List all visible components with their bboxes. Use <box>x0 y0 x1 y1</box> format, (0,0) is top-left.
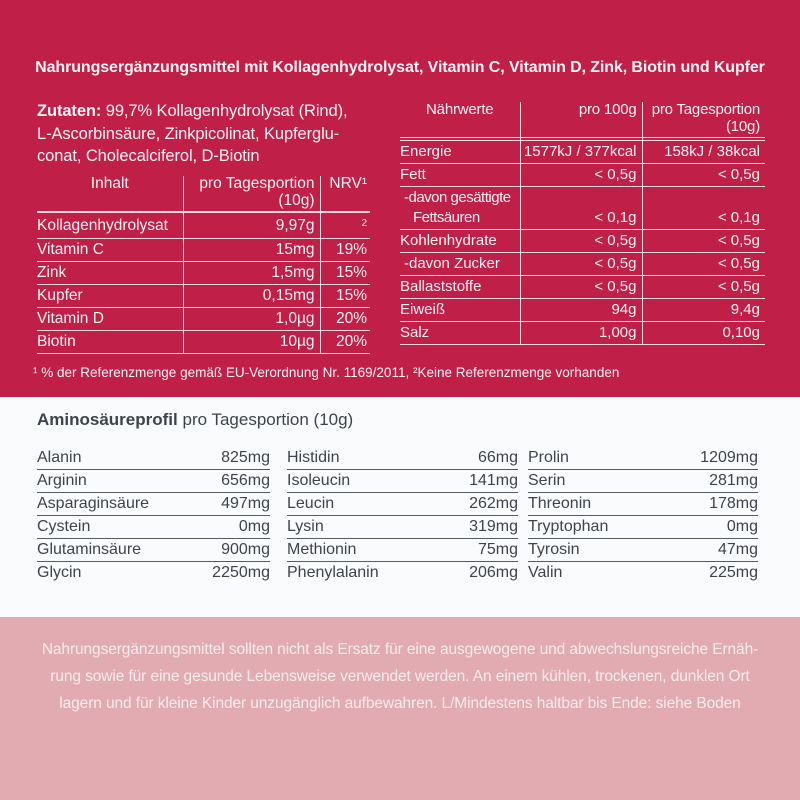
storage-notice-line: Nahrungsergänzungsmittel sollten nicht als Ersatz für eine ausgewogene und abwechslungsreiche Ernäh- <box>41 641 759 658</box>
amino-column-2 <box>287 447 518 584</box>
column-header: Nährwerte <box>400 102 520 138</box>
list-item: Isoleucin 141mg <box>287 470 518 493</box>
table-row: Kupfer 0,15mg 15% <box>37 285 370 308</box>
list-item: Phenylalanin 206mg <box>287 564 518 581</box>
ingredients-line: Zutaten: 99,7% Kollagenhydrolysat (Rind), <box>37 102 348 120</box>
storage-notice-line: lagern und für kleine Kinder unzugänglich aufbewahren. L/Mindestens haltbar bis Ende: siehe Boden <box>59 695 741 712</box>
table-row: Biotin 10µg 20% <box>37 331 370 354</box>
table-row: Kollagenhydrolysat 9,97g $^2$ <box>37 212 370 239</box>
list-item: Serin 281mg <box>528 470 758 493</box>
amino-column-3 <box>528 447 758 584</box>
table-row: -davon Zucker < 0,5g < 0,5g <box>400 253 765 276</box>
table-row: Eiweiß 94g 9,4g <box>400 299 765 322</box>
column-header: pro Tagesportion (10g) <box>642 102 765 138</box>
column-header: Inhalt <box>37 176 183 212</box>
table-row: Zink 1,5mg 15% <box>37 262 370 285</box>
amino-profile-section <box>0 397 800 617</box>
list-item: Tryptophan 0mg <box>528 516 758 539</box>
list-item: Glutaminsäure 900mg <box>37 539 270 562</box>
table-row: Energie 1577kJ / 377kcal 158kJ / 38kcal <box>400 141 765 164</box>
list-item: Lysin 319mg <box>287 516 518 539</box>
table-row: -davon gesättigte Fettsäuren < 0,1g < 0,1g <box>400 187 765 230</box>
table-row: Kohlenhydrate < 0,5g < 0,5g <box>400 230 765 253</box>
nutrition-table <box>400 102 765 345</box>
ingredients-paragraph <box>37 100 387 168</box>
list-item: Arginin 656mg <box>37 470 270 493</box>
list-item: Histidin 66mg <box>287 447 518 470</box>
nutrition-table-header-row <box>400 102 765 138</box>
table-row: Fett < 0,5g < 0,5g <box>400 164 765 187</box>
ingredients-line: L-Ascorbinsäure, Zinkpicolinat, Kupferglu- <box>37 124 340 143</box>
product-title: Nahrungsergänzungsmittel mit Kollagenhydrolysat, Vitamin C, Vitamin D, Zink, Biotin und Kupfer <box>35 59 765 76</box>
column-header: pro 100g <box>520 102 642 138</box>
table-row: Vitamin D 1,0µg 20% <box>37 308 370 331</box>
list-item: Leucin 262mg <box>287 493 518 516</box>
ingredients-label: Zutaten: <box>37 102 102 120</box>
list-item: Prolin 1209mg <box>528 447 758 470</box>
content-table <box>37 176 370 354</box>
list-item: Asparaginsäure 497mg <box>37 493 270 516</box>
list-item: Glycin 2250mg <box>37 564 270 581</box>
list-item: Cystein 0mg <box>37 516 270 539</box>
storage-notice-section <box>0 617 800 800</box>
table-row: Ballaststoffe < 0,5g < 0,5g <box>400 276 765 299</box>
footnote-marker: 2 <box>361 218 367 229</box>
storage-notice-line: rung sowie für eine gesunde Lebensweise verwendet werden. An einem kühlen, trockenen, dunklen Ort <box>50 668 750 685</box>
content-table-header-row <box>37 176 370 212</box>
list-item: Tyrosin 47mg <box>528 539 758 562</box>
reference-footnote: ¹ % der Referenzmenge gemäß EU-Verordnung Nr. 1169/2011, ²Keine Referenzmenge vorhanden <box>33 365 620 380</box>
amino-profile-title: Aminosäureprofil pro Tagesportion (10g) <box>37 410 354 429</box>
list-item: Threonin 178mg <box>528 493 758 516</box>
column-header: pro Tagesportion (10g) <box>183 176 320 212</box>
table-row: Vitamin C 15mg 19% <box>37 239 370 262</box>
storage-notice <box>10 636 790 717</box>
ingredients-line: conat, Cholecalciferol, D-Biotin <box>37 147 260 165</box>
list-item: Methionin 75mg <box>287 539 518 562</box>
column-header: NRV¹ <box>320 176 370 212</box>
nutrition-facts-section <box>0 0 800 397</box>
amino-column-1 <box>37 447 270 584</box>
table-row: Salz 1,00g 0,10g <box>400 322 765 345</box>
list-item: Alanin 825mg <box>37 447 270 470</box>
list-item: Valin 225mg <box>528 564 758 581</box>
